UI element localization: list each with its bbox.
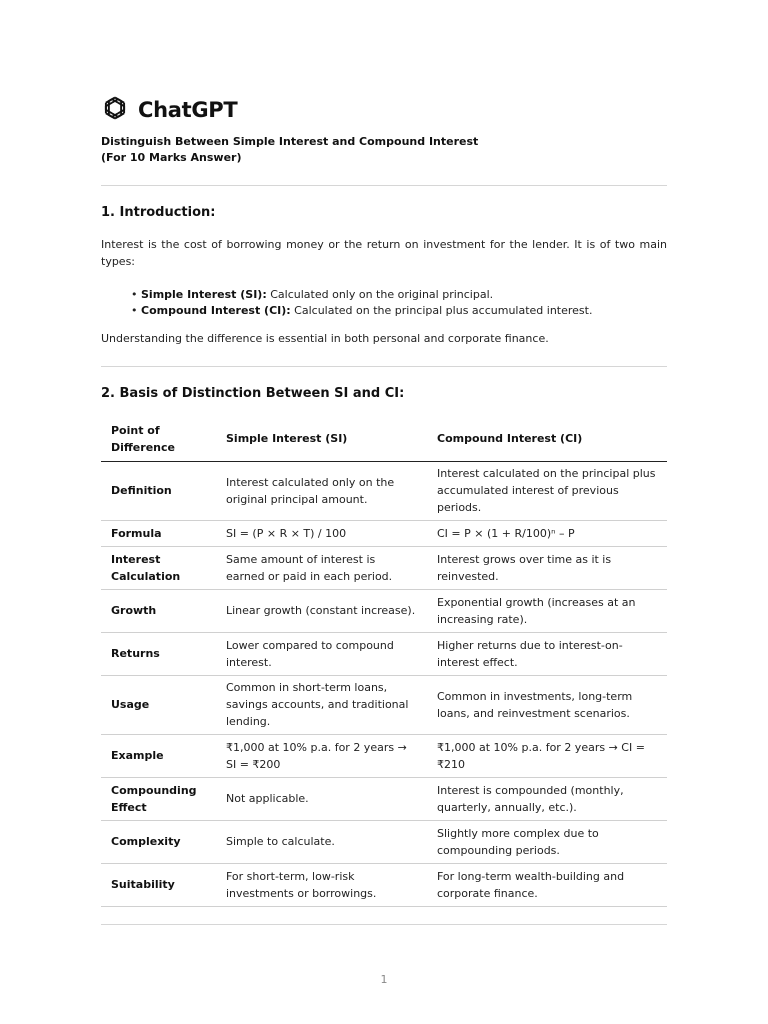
section-divider: [101, 366, 667, 367]
si-cell: Interest calculated only on the original principal amount.: [216, 461, 427, 520]
table-row: [101, 863, 667, 906]
document-title: [101, 134, 478, 166]
si-cell: SI = (P × R × T) / 100: [216, 520, 427, 546]
ci-cell: For long-term wealth-building and corporate finance.: [427, 863, 667, 906]
si-cell: For short-term, low-risk investments or borrowings.: [216, 863, 427, 906]
ci-cell: Higher returns due to interest-on-interest effect.: [427, 632, 667, 675]
si-cell: ₹1,000 at 10% p.a. for 2 years → SI = ₹200: [216, 734, 427, 777]
row-label: Example: [101, 734, 216, 777]
list-item-term: Compound Interest (CI):: [141, 304, 291, 317]
ci-cell: Interest calculated on the principal plus accumulated interest of previous periods.: [427, 461, 667, 520]
si-cell: Same amount of interest is earned or paid in each period.: [216, 546, 427, 589]
comparison-table: [101, 417, 667, 907]
ci-cell: CI = P × (1 + R/100)ⁿ – P: [427, 520, 667, 546]
intro-closing: Understanding the difference is essential in both personal and corporate finance.: [101, 332, 549, 345]
row-label: Growth: [101, 589, 216, 632]
intro-heading: 1. Introduction:: [101, 205, 216, 220]
list-item-term: Simple Interest (SI):: [141, 288, 267, 301]
column-header: Simple Interest (SI): [216, 417, 427, 461]
si-cell: Not applicable.: [216, 777, 427, 820]
row-label: Complexity: [101, 820, 216, 863]
ci-cell: Common in investments, long-term loans, and reinvestment scenarios.: [427, 675, 667, 734]
intro-paragraph: Interest is the cost of borrowing money or the return on investment for the lender. It is of two main types:: [101, 238, 667, 268]
brand-name: ChatGPT: [138, 98, 238, 122]
table-row: [101, 820, 667, 863]
row-label: Interest Calculation: [101, 546, 216, 589]
table-row: [101, 546, 667, 589]
list-item: [131, 287, 592, 303]
column-header: Point of Difference: [101, 417, 216, 461]
si-cell: Lower compared to compound interest.: [216, 632, 427, 675]
footer-divider: [101, 924, 667, 925]
row-label: Definition: [101, 461, 216, 520]
bullet: •: [131, 288, 138, 301]
row-label: Formula: [101, 520, 216, 546]
ci-cell: Slightly more complex due to compounding periods.: [427, 820, 667, 863]
interest-types-list: [131, 287, 592, 319]
row-label: Compounding Effect: [101, 777, 216, 820]
list-item: [131, 303, 592, 319]
table-row: [101, 777, 667, 820]
brand-header: [101, 94, 237, 126]
list-item-text: Calculated on the principal plus accumulated interest.: [290, 304, 593, 317]
section-divider: [101, 185, 667, 186]
si-cell: Simple to calculate.: [216, 820, 427, 863]
table-row: [101, 589, 667, 632]
table-row: [101, 675, 667, 734]
ci-cell: Exponential growth (increases at an increasing rate).: [427, 589, 667, 632]
bullet: •: [131, 304, 138, 317]
ci-cell: ₹1,000 at 10% p.a. for 2 years → CI = ₹210: [427, 734, 667, 777]
ci-cell: Interest grows over time as it is reinvested.: [427, 546, 667, 589]
list-item-text: Calculated only on the original principal.: [266, 288, 494, 301]
row-label: Suitability: [101, 863, 216, 906]
distinction-heading: 2. Basis of Distinction Between SI and CI:: [101, 386, 405, 401]
column-header: Compound Interest (CI): [427, 417, 667, 461]
document-title-line2: (For 10 Marks Answer): [101, 151, 242, 164]
ci-cell: Interest is compounded (monthly, quarterly, annually, etc.).: [427, 777, 667, 820]
table-row: [101, 632, 667, 675]
row-label: Returns: [101, 632, 216, 675]
si-cell: Common in short-term loans, savings accounts, and traditional lending.: [216, 675, 427, 734]
table-header-row: [101, 417, 667, 461]
row-label: Usage: [101, 675, 216, 734]
table-row: [101, 734, 667, 777]
openai-logo-icon: [101, 94, 129, 126]
si-cell: Linear growth (constant increase).: [216, 589, 427, 632]
table-row: [101, 520, 667, 546]
page-number: 1: [380, 973, 388, 986]
table-row: [101, 461, 667, 520]
document-title-line1: Distinguish Between Simple Interest and Compound Interest: [101, 135, 479, 148]
